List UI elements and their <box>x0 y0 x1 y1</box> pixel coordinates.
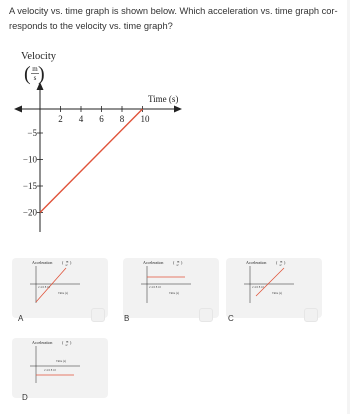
option-b-xlabel: Time (s) <box>169 291 180 295</box>
unit-paren-left: ( <box>24 63 31 85</box>
option-c-xlabel: Time (s) <box>272 291 283 295</box>
option-b-checkbox[interactable] <box>199 308 213 322</box>
option-a-checkbox[interactable] <box>91 308 105 322</box>
velocity-label: Velocity <box>21 51 56 62</box>
x-axis-right-arrow <box>174 106 182 113</box>
option-b-unit-close: ) <box>181 260 183 265</box>
option-d-ticks: 2 4 6 8 10 <box>44 368 56 372</box>
option-c-ylabel: Acceleration <box>246 260 267 265</box>
option-b-unit: ( <box>173 260 175 265</box>
option-a-unit: ( <box>62 260 64 265</box>
option-d-unit-top: m <box>66 339 69 344</box>
option-b-graph <box>141 258 203 310</box>
option-c-unit-bottom: s² <box>279 263 282 267</box>
option-c-unit-close: ) <box>284 260 286 265</box>
option-c-letter: C <box>228 314 234 323</box>
option-a-unit-top: m <box>66 259 69 264</box>
velocity-time-graph <box>0 40 200 240</box>
option-c-unit: ( <box>276 260 278 265</box>
option-a-xlabel: Time (s) <box>58 291 69 295</box>
option-c-unit-top: m <box>280 259 283 264</box>
y-tick-neg15: −15 <box>22 181 37 191</box>
option-d-unit-bottom: s² <box>65 343 68 347</box>
option-c-graph <box>244 258 306 310</box>
option-b-unit-bottom: s² <box>176 263 179 267</box>
velocity-unit-numerator: m <box>32 65 38 73</box>
x-tick-6: 6 <box>99 114 104 124</box>
option-a-ticks: 2 4 6 8 10 <box>38 285 50 289</box>
y-tick-neg20: −20 <box>22 207 37 218</box>
option-d-unit: ( <box>62 340 64 345</box>
option-c-checkbox[interactable] <box>304 308 318 322</box>
option-d-xlabel: Time (s) <box>56 359 67 363</box>
option-b-letter: B <box>124 314 130 323</box>
question-line-1: A velocity vs. time graph is shown below. Which acceleration vs. time graph cor- <box>9 6 338 16</box>
x-tick-10: 10 <box>140 114 150 124</box>
option-a-graph <box>30 258 92 310</box>
y-tick-neg5: −5 <box>27 128 37 138</box>
option-a-unit-bottom: s² <box>65 263 68 267</box>
option-b-ticks: 2 4 6 8 10 <box>149 285 161 289</box>
option-d-unit-close: ) <box>70 340 72 345</box>
x-axis-left-arrow <box>14 106 22 113</box>
option-a-unit-close: ) <box>70 260 72 265</box>
x-tick-4: 4 <box>78 114 84 124</box>
option-b-unit-top: m <box>177 259 180 264</box>
velocity-unit-denominator: s <box>33 74 37 82</box>
option-d-ylabel: Acceleration <box>32 340 53 345</box>
option-a-ylabel: Acceleration <box>32 260 53 265</box>
y-tick-neg10: −10 <box>22 154 37 165</box>
option-d-card[interactable] <box>12 338 108 398</box>
option-b-ylabel: Acceleration <box>143 260 164 265</box>
time-axis-label: Time (s) <box>148 94 179 104</box>
unit-paren-right: ) <box>38 63 45 85</box>
option-a-letter: A <box>18 314 24 323</box>
x-tick-8: 8 <box>119 114 125 124</box>
question-text <box>9 4 341 34</box>
velocity-line <box>40 109 143 213</box>
question-line-2: responds to the velocity vs. time graph? <box>9 21 173 31</box>
option-d-letter: D <box>22 393 28 402</box>
option-d-graph <box>30 338 92 390</box>
option-c-ticks: 2 4 6 8 10 <box>252 285 264 289</box>
x-tick-2: 2 <box>58 114 63 124</box>
